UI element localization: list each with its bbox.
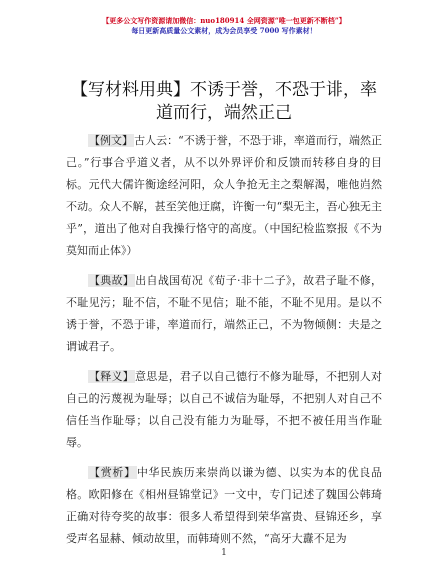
document-title: 【写材料用典】不诱于誉，不恐于诽，率道而行，端然正己	[71, 80, 377, 123]
section-tag: 【赏析】	[89, 466, 136, 479]
banner-line-2: 每日更新高质量公文素材，成为会员享受 7000 写作素材！	[131, 26, 317, 35]
paragraph-example	[66, 130, 382, 262]
paragraph-text: 出自战国荀况《荀子·非十二子》，故君子耻不修，不耻见污；耻不信，不耻不见信；耻不能，不耻不见用。是以不诱于誉，不恐于诽，率道而行，端然正己，不为物倾侧：夫是之谓诚君子。	[66, 274, 382, 353]
section-tag: 【例文】	[89, 134, 134, 147]
promo-banner	[0, 16, 448, 36]
document-body	[66, 130, 382, 558]
paragraph-meaning	[66, 366, 382, 454]
banner-line-1: 【更多公文写作资源请加微信：nuo180914 全网资源“唯一包更新不断档”】	[102, 16, 346, 25]
paragraph-text: 古人云：“不诱于誉，不恐于诽，率道而行，端然正己。”行事合乎道义者，从不以外界评价和反馈而转移自身的目标。元代大儒许衡途经河阳，众人争抢无主之梨解渴，唯他岿然不动。众人不解，甚至笑他迂腐，许衡一句“梨无主，吾心独无主乎”，道出了他对自我操行恪守的高度。（中国纪检监察报《不为莫知而止体》）	[66, 134, 383, 257]
section-tag: 【典故】	[89, 274, 135, 287]
paragraph-appreciation	[66, 462, 382, 550]
paragraph-text: 中华民族历来崇尚以谦为德、以实为本的优良品格。欧阳修在《相州昼锦堂记》一文中，专门记述了魏国公韩琦正确对待夸奖的故事：很多人希望得到荣华富贵、昼锦还乡，享受声名显赫、倾动故里，而韩琦则不然，“高牙大纛不足为	[66, 466, 383, 545]
paragraph-text: 意思是，君子以自己德行不修为耻辱，不把别人对自己的污蔑视为耻辱；以自己不诚信为耻辱，不把别人对自己不信任当作耻辱；以自己没有能力为耻辱，不把不被任用当作耻辱。	[66, 370, 383, 449]
section-tag: 【释义】	[89, 370, 134, 383]
paragraph-allusion	[66, 270, 382, 358]
page-number: 1	[221, 548, 227, 558]
